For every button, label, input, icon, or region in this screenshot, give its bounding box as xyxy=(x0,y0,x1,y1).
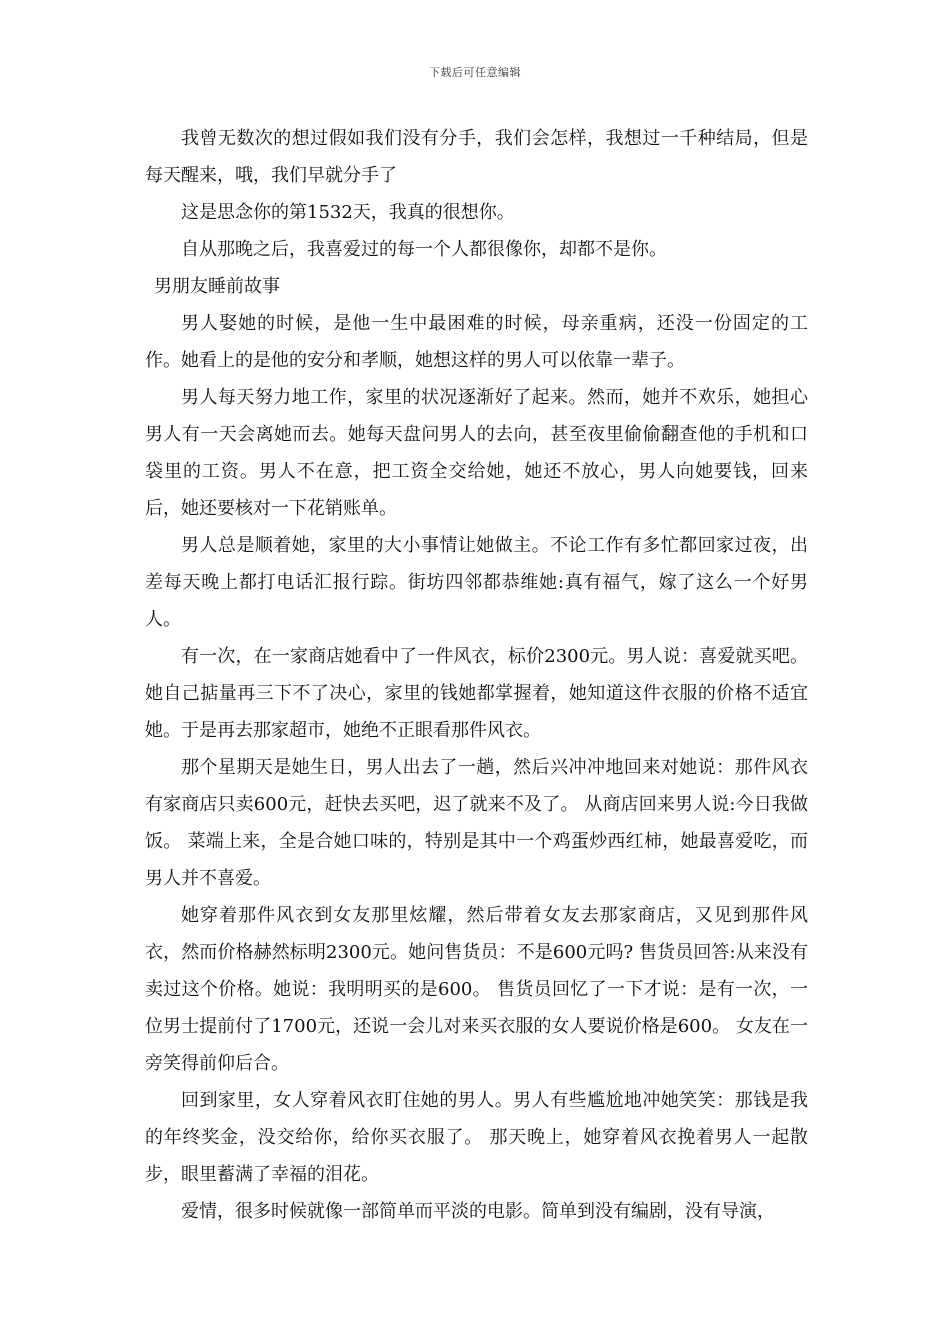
page-header: 下载后可任意编辑 xyxy=(429,66,521,79)
intro-paragraph-2: 这是思念你的第1532天，我真的很想你。 xyxy=(181,202,515,223)
story-paragraph: 男人每天努力地工作，家里的状况逐渐好了起来。然而，她并不欢乐，她担心男人有一天会离她而去。她每天盘问男人的去向，甚至夜里偷偷翻查他的手机和口袋里的工资。男人不在意，把工资全交给她，她还不放心，男人向她要钱，回来后，她还要核对一下花销账单。 xyxy=(145,387,808,519)
story-paragraph: 她穿着那件风衣到女友那里炫耀，然后带着女友去那家商店，又见到那件风衣，然而价格赫然标明2300元。她问售货员：不是600元吗? 售货员回答:从来没有卖过这个价格。她说：我明明买的是600。 售货员回忆了一下才说：是有一次，一位男士提前付了1700元，还说一会儿对来买衣服的女人要说价格是600。 女友在一旁笑得前仰后合。 xyxy=(145,905,808,1074)
story-title: 男朋友睡前故事 xyxy=(154,276,280,297)
story-paragraph: 爱情，很多时候就像一部简单而平淡的电影。简单到没有编剧，没有导演， xyxy=(181,1201,775,1222)
story-paragraph: 回到家里，女人穿着风衣盯住她的男人。男人有些尴尬地冲她笑笑：那钱是我的年终奖金，没交给你，给你买衣服了。 那天晚上，她穿着风衣挽着男人一起散步，眼里蓄满了幸福的泪花。 xyxy=(145,1090,808,1185)
story-paragraph: 有一次，在一家商店她看中了一件风衣，标价2300元。男人说：喜爱就买吧。 她自己掂量再三下不了决心，家里的钱她都掌握着，她知道这件衣服的价格不适宜她。于是再去那家超市，她绝不正眼看那件风衣。 xyxy=(145,646,808,741)
story-paragraph: 那个星期天是她生日，男人出去了一趟，然后兴冲冲地回来对她说：那件风衣有家商店只卖600元，赶快去买吧，迟了就来不及了。 从商店回来男人说:今日我做饭。 菜端上来，全是合她口味的，特别是其中一个鸡蛋炒西红柿，她最喜爱吃，而男人并不喜爱。 xyxy=(145,757,808,889)
intro-paragraph-1: 我曾无数次的想过假如我们没有分手，我们会怎样，我想过一千种结局，但是每天醒来，哦，我们早就分手了 xyxy=(145,128,808,186)
story-paragraph: 男人总是顺着她，家里的大小事情让她做主。不论工作有多忙都回家过夜，出差每天晚上都打电话汇报行踪。街坊四邻都恭维她:真有福气，嫁了这么一个好男人。 xyxy=(145,535,808,630)
intro-paragraph-3: 自从那晚之后，我喜爱过的每一个人都很像你，却都不是你。 xyxy=(181,239,667,260)
story-paragraph: 男人娶她的时候，是他一生中最困难的时候，母亲重病，还没一份固定的工作。她看上的是他的安分和孝顺，她想这样的男人可以依靠一辈子。 xyxy=(145,313,808,371)
document-body xyxy=(145,120,808,1230)
